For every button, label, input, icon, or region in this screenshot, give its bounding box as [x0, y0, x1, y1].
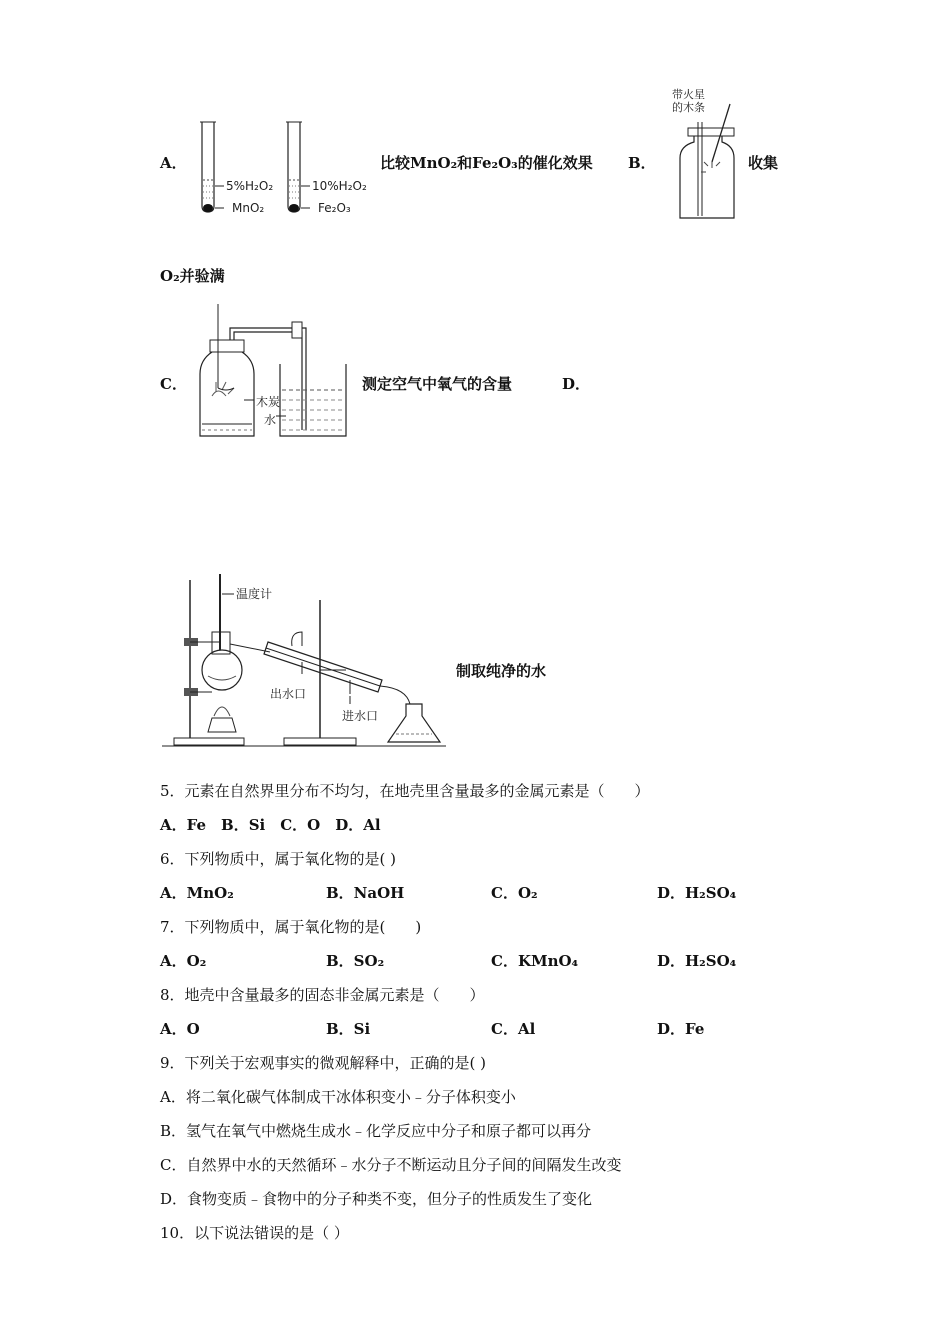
- option-b-text: 收集: [748, 154, 779, 172]
- q9-option-a: A．将二氧化碳气体制成干冰体积变小﹣分子体积变小: [160, 1088, 516, 1106]
- q9-stem: 9．下列关于宏观事实的微观解释中，正确的是( ): [160, 1054, 487, 1072]
- gas-collection-bottle-figure: [668, 86, 748, 222]
- label-fe2o3: Fe₂O₃: [318, 201, 351, 215]
- option-a-text: 比较MnO₂和Fe₂O₃的催化效果: [380, 154, 593, 172]
- q8-option-d: D．Fe: [657, 1020, 705, 1038]
- q7-stem: 7．下列物质中，属于氧化物的是( ): [160, 918, 422, 936]
- q6-option-c: C．O₂: [491, 884, 538, 902]
- catalyst-test-tubes-figure: [196, 120, 371, 220]
- label-10pct-h2o2: 10%H₂O₂: [312, 179, 367, 193]
- option-b-text-continued: O₂并验满: [160, 267, 225, 285]
- q5-options: A．Fe B．Si C．O D．Al: [160, 816, 381, 834]
- q9-option-d: D．食物变质﹣食物中的分子种类不变，但分子的性质发生了变化: [160, 1190, 593, 1208]
- label-mno2: MnO₂: [232, 201, 265, 215]
- distillation-apparatus-figure: [160, 570, 450, 750]
- label-water-inlet: 进水口: [342, 709, 379, 723]
- label-charcoal: 木炭: [256, 395, 281, 409]
- q5-stem: 5．元素在自然界里分布不均匀，在地壳里含量最多的金属元素是（ ）: [160, 782, 650, 800]
- label-5pct-h2o2: 5%H₂O₂: [226, 179, 274, 193]
- oxygen-content-apparatus-figure: [196, 300, 356, 440]
- option-c-text: 测定空气中氧气的含量: [362, 375, 513, 393]
- q7-option-d: D．H₂SO₄: [657, 952, 737, 970]
- option-d-text: 制取纯净的水: [456, 662, 547, 680]
- option-a-label: A．: [160, 154, 187, 172]
- q7-option-c: C．KMnO₄: [491, 952, 579, 970]
- q6-stem: 6．下列物质中，属于氧化物的是( ): [160, 850, 397, 868]
- label-wood-splint: 的木条: [672, 101, 705, 114]
- q8-option-b: B．Si: [326, 1020, 371, 1038]
- q6-option-d: D．H₂SO₄: [657, 884, 737, 902]
- option-b-label: B．: [628, 154, 656, 172]
- q7-option-b: B．SO₂: [326, 952, 385, 970]
- q10-stem: 10．以下说法错误的是（ ）: [160, 1224, 349, 1242]
- label-thermometer: 温度计: [236, 587, 273, 601]
- q8-option-c: C．Al: [491, 1020, 536, 1038]
- option-d-label: D．: [562, 375, 591, 393]
- label-water-outlet: 出水口: [270, 687, 307, 701]
- label-water: 水: [264, 413, 277, 427]
- q6-option-a: A．MnO₂: [160, 884, 234, 902]
- q7-option-a: A．O₂: [160, 952, 207, 970]
- q9-option-c: C．自然界中水的天然循环﹣水分子不断运动且分子间的间隔发生改变: [160, 1156, 622, 1174]
- label-glowing: 带火星: [672, 88, 705, 101]
- option-c-label: C．: [160, 375, 187, 393]
- q9-option-b: B．氢气在氧气中燃烧生成水﹣化学反应中分子和原子都可以再分: [160, 1122, 592, 1140]
- q8-option-a: A．O: [160, 1020, 200, 1038]
- q6-option-b: B．NaOH: [326, 884, 405, 902]
- q8-stem: 8．地壳中含量最多的固态非金属元素是（ ）: [160, 986, 485, 1004]
